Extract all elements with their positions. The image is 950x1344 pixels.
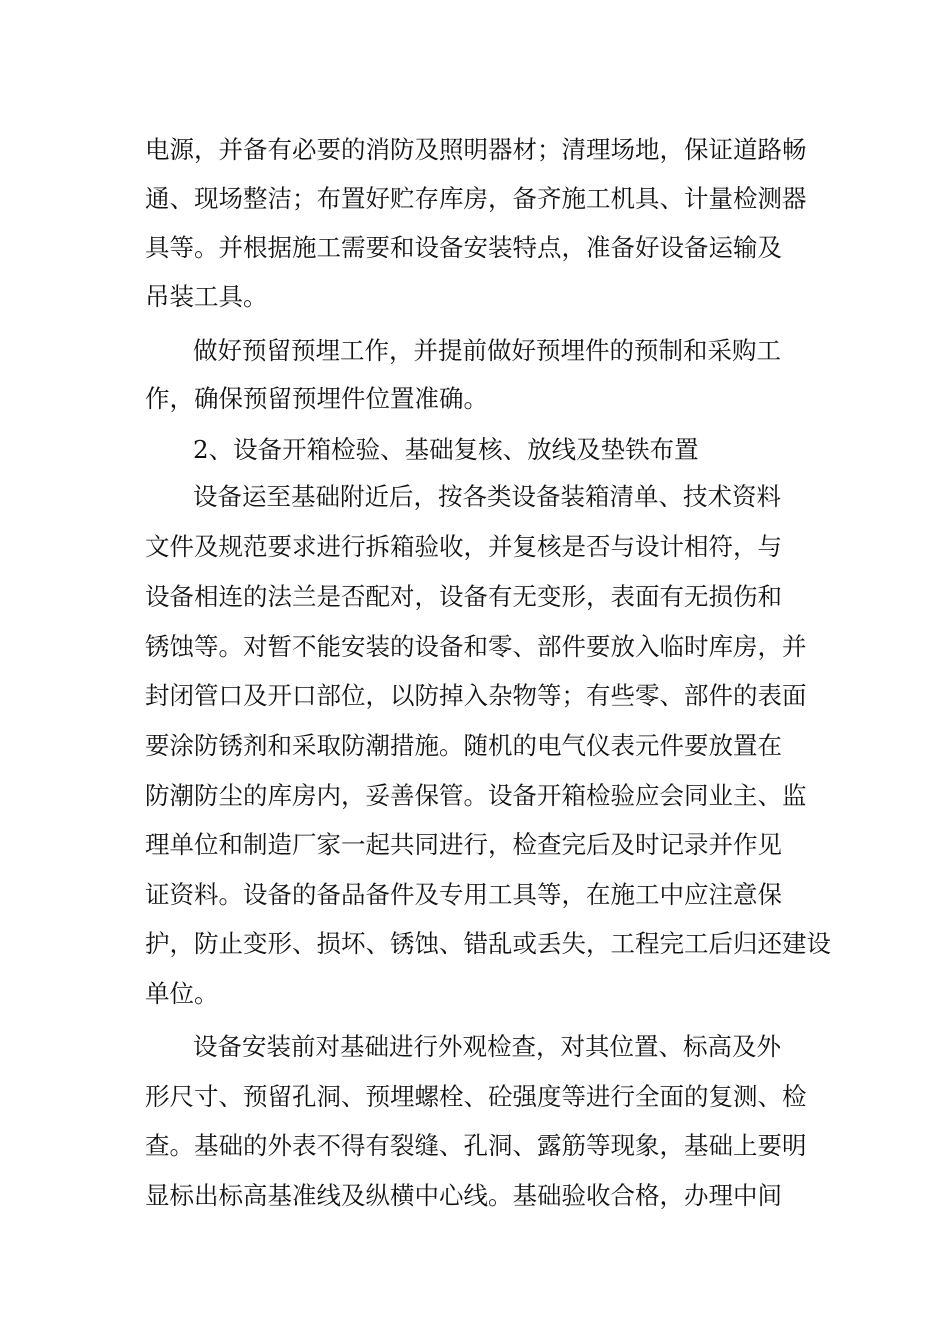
text-line: 设备安装前对基础进行外观检查，对其位置、标高及外 <box>193 1032 781 1061</box>
text-line: 设备运至基础附近后，按各类设备装箱清单、技术资料 <box>193 482 781 511</box>
text-line: 查。基础的外表不得有裂缝、孔洞、露筋等现象，基础上要明 <box>145 1131 807 1160</box>
text-line: 封闭管口及开口部位，以防掉入杂物等；有些零、部件的表面 <box>145 681 807 710</box>
section-heading: 2、设备开箱检验、基础复核、放线及垫铁布置 <box>193 435 699 464</box>
text-line: 证资料。设备的备品备件及专用工具等，在施工中应注意保 <box>145 880 782 909</box>
text-line: 理单位和制造厂家一起共同进行，检查完后及时记录并作见 <box>145 830 782 859</box>
text-line: 要涂防锈剂和采取防潮措施。随机的电气仪表元件要放置在 <box>145 731 782 760</box>
text-line: 锈蚀等。对暂不能安装的设备和零、部件要放入临时库房，并 <box>145 632 807 661</box>
text-line: 单位。 <box>145 979 219 1008</box>
text-line: 文件及规范要求进行拆箱验收，并复核是否与设计相符，与 <box>145 532 782 561</box>
text-line: 形尺寸、预留孔洞、预埋螺栓、砼强度等进行全面的复测、检 <box>145 1082 807 1111</box>
text-line: 吊装工具。 <box>145 282 268 311</box>
text-line: 设备相连的法兰是否配对，设备有无变形，表面有无损伤和 <box>145 582 782 611</box>
text-line: 护，防止变形、损坏、锈蚀、错乱或丢失，工程完工后归还建设 <box>145 929 831 958</box>
text-line: 具等。并根据施工需要和设备安装特点，准备好设备运输及 <box>145 233 782 262</box>
text-line: 显标出标高基准线及纵横中心线。基础验收合格，办理中间 <box>145 1181 782 1210</box>
text-line: 通、现场整洁；布置好贮存库房，备齐施工机具、计量检测器 <box>145 184 807 213</box>
text-line: 防潮防尘的库房内，妥善保管。设备开箱检验应会同业主、监 <box>145 781 807 810</box>
text-line: 作，确保预留预埋件位置准确。 <box>145 384 488 413</box>
text-line: 做好预留预埋工作，并提前做好预埋件的预制和采购工 <box>193 336 781 365</box>
text-line: 电源，并备有必要的消防及照明器材；清理场地，保证道路畅 <box>145 135 807 164</box>
